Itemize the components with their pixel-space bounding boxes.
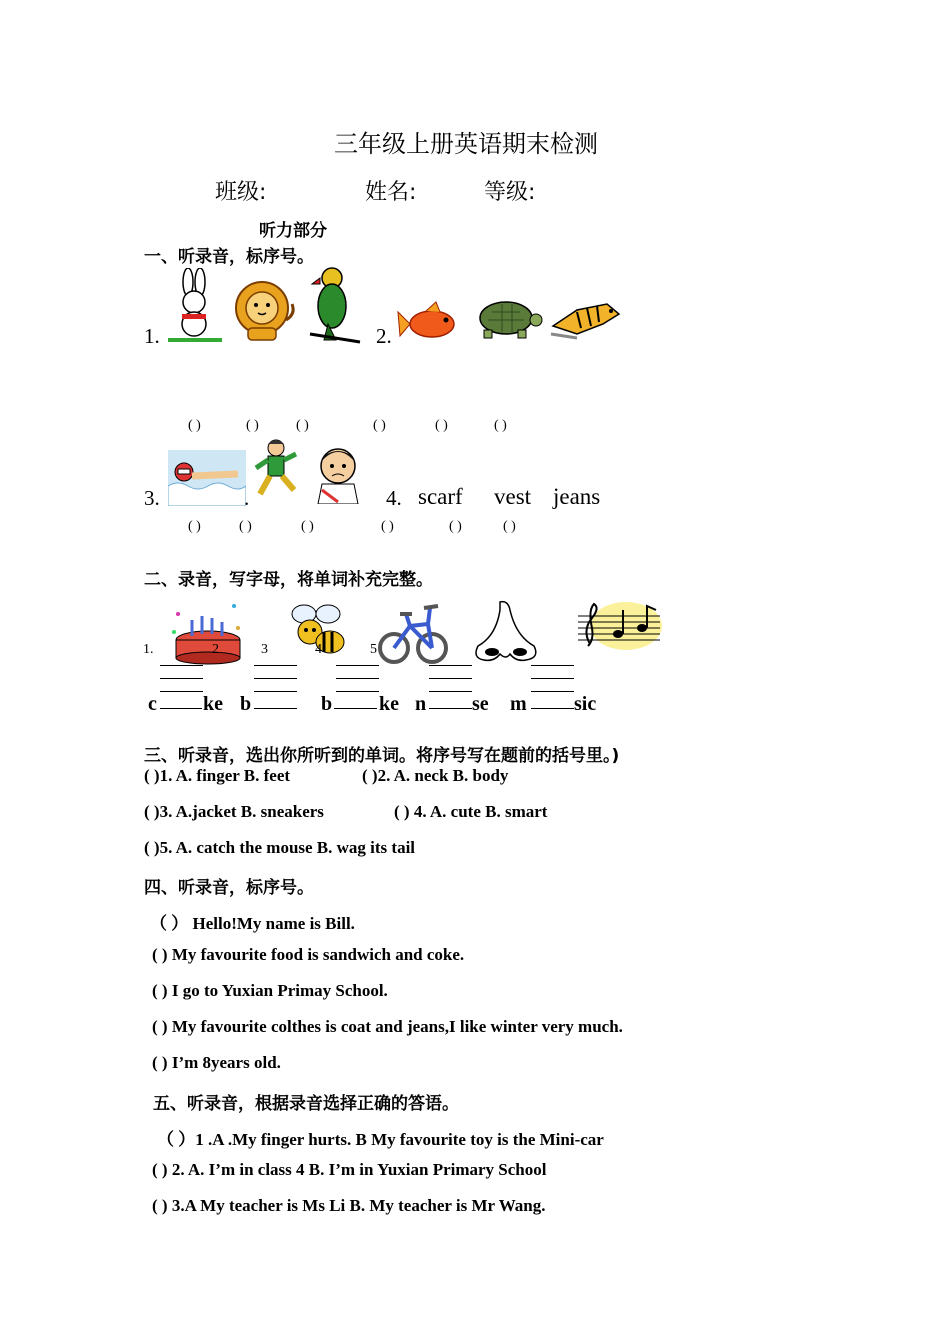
writing-line[interactable] xyxy=(531,678,574,679)
word-fragment: se xyxy=(472,693,489,715)
boy-picture xyxy=(312,444,364,504)
answer-paren[interactable]: ( ) xyxy=(373,418,386,433)
item-3-number: 3. xyxy=(144,486,160,510)
writing-line[interactable] xyxy=(531,691,574,692)
goldfish-picture xyxy=(396,300,464,346)
word-vest: vest xyxy=(494,484,532,509)
writing-line[interactable] xyxy=(160,691,203,692)
writing-line[interactable] xyxy=(254,665,297,666)
swimmer-picture xyxy=(168,450,246,506)
writing-line[interactable] xyxy=(429,691,472,692)
tiger-picture xyxy=(547,294,621,340)
item-2-number: 2. xyxy=(376,324,392,348)
question-5-1: （ ）1 .A .My finger hurts. B My favourite toy is the Mini-car xyxy=(157,1130,604,1149)
answer-paren[interactable]: ( ) xyxy=(435,418,448,433)
running-boy-picture xyxy=(250,438,304,504)
word-fragment: b xyxy=(321,693,333,715)
question-3-4: ( ) 4. A. cute B. smart xyxy=(394,802,548,821)
writing-line[interactable] xyxy=(429,678,472,679)
answer-paren[interactable]: ( ) xyxy=(503,519,516,534)
section-5-heading: 五、听录音，根据录音选择正确的答语。 xyxy=(153,1094,459,1114)
word-fragment: c xyxy=(148,693,157,715)
blank-number: 3 xyxy=(261,642,268,657)
section-3-heading: 三、听录音，选出你所听到的单词。将序号写在题前的括号里。) xyxy=(144,746,620,766)
page-title: 三年级上册英语期末检测 xyxy=(334,130,598,158)
blank-line[interactable] xyxy=(531,708,574,709)
writing-line[interactable] xyxy=(336,665,379,666)
answer-paren[interactable]: ( ) xyxy=(188,418,201,433)
sentence-4-4: ( ) My favourite colthes is coat and jeans,I like winter very much. xyxy=(152,1017,623,1036)
section-1-heading: 一、听录音，标序号。 xyxy=(144,247,314,267)
writing-line[interactable] xyxy=(336,691,379,692)
item-1-number: 1. xyxy=(144,324,160,348)
blank-number: 1. xyxy=(143,642,154,657)
rabbit-picture xyxy=(166,268,224,344)
question-3-3: ( )3. A.jacket B. sneakers xyxy=(144,802,324,821)
blank-line[interactable] xyxy=(429,708,472,709)
name-label: 姓名: xyxy=(365,180,417,205)
blank-line[interactable] xyxy=(334,708,377,709)
listening-header: 听力部分 xyxy=(259,221,327,241)
sentence-4-3: ( ) I go to Yuxian Primay School. xyxy=(152,981,388,1000)
answer-paren[interactable]: ( ) xyxy=(449,519,462,534)
answer-paren[interactable]: ( ) xyxy=(494,418,507,433)
class-label: 班级: xyxy=(215,180,267,205)
blank-number: 5 xyxy=(370,642,377,657)
answer-paren[interactable]: ( ) xyxy=(246,418,259,433)
dot-mark: . xyxy=(244,486,250,510)
nose-picture xyxy=(470,600,542,664)
sentence-4-1: （ ） Hello!My name is Bill. xyxy=(150,914,355,933)
word-fragment: ke xyxy=(379,693,399,715)
writing-line[interactable] xyxy=(336,678,379,679)
answer-paren[interactable]: ( ) xyxy=(301,519,314,534)
bike-picture xyxy=(378,600,448,668)
answer-paren[interactable]: ( ) xyxy=(381,519,394,534)
writing-line[interactable] xyxy=(160,665,203,666)
item-4-number: 4. xyxy=(386,486,402,510)
blank-line[interactable] xyxy=(254,708,297,709)
music-picture xyxy=(576,600,662,652)
turtle-picture xyxy=(472,296,544,340)
writing-line[interactable] xyxy=(160,678,203,679)
question-5-3: ( ) 3.A My teacher is Ms Li B. My teacher is Mr Wang. xyxy=(152,1196,546,1215)
blank-number: 4 xyxy=(315,642,322,657)
section-4-heading: 四、听录音，标序号。 xyxy=(144,878,314,898)
word-scarf: scarf xyxy=(418,484,463,509)
writing-line[interactable] xyxy=(254,678,297,679)
word-fragment: ke xyxy=(203,693,223,715)
blank-line[interactable] xyxy=(160,708,202,709)
question-3-2: ( )2. A. neck B. body xyxy=(362,766,509,785)
writing-line[interactable] xyxy=(254,691,297,692)
answer-paren[interactable]: ( ) xyxy=(239,519,252,534)
lion-picture xyxy=(230,280,298,342)
word-fragment: m xyxy=(510,693,527,715)
sentence-4-5: ( ) I’m 8years old. xyxy=(152,1053,281,1072)
question-3-5: ( )5. A. catch the mouse B. wag its tail xyxy=(144,838,416,857)
cake-picture xyxy=(168,596,246,666)
question-5-2: ( ) 2. A. I’m in class 4 B. I’m in Yuxian Primary School xyxy=(152,1160,547,1179)
word-fragment: sic xyxy=(574,693,597,715)
word-jeans: jeans xyxy=(553,484,601,509)
word-fragment: n xyxy=(415,693,427,715)
writing-line[interactable] xyxy=(429,665,472,666)
word-fragment: b xyxy=(240,693,252,715)
blank-number: 2 xyxy=(212,642,219,657)
question-3-1: ( )1. A. finger B. feet xyxy=(144,766,291,785)
sentence-4-2: ( ) My favourite food is sandwich and coke. xyxy=(152,945,465,964)
answer-paren[interactable]: ( ) xyxy=(296,418,309,433)
parrot-picture xyxy=(306,264,362,344)
answer-paren[interactable]: ( ) xyxy=(188,519,201,534)
section-2-heading: 二、录音，写字母，将单词补充完整。 xyxy=(144,570,433,590)
grade-label: 等级: xyxy=(484,180,536,205)
writing-line[interactable] xyxy=(531,665,574,666)
